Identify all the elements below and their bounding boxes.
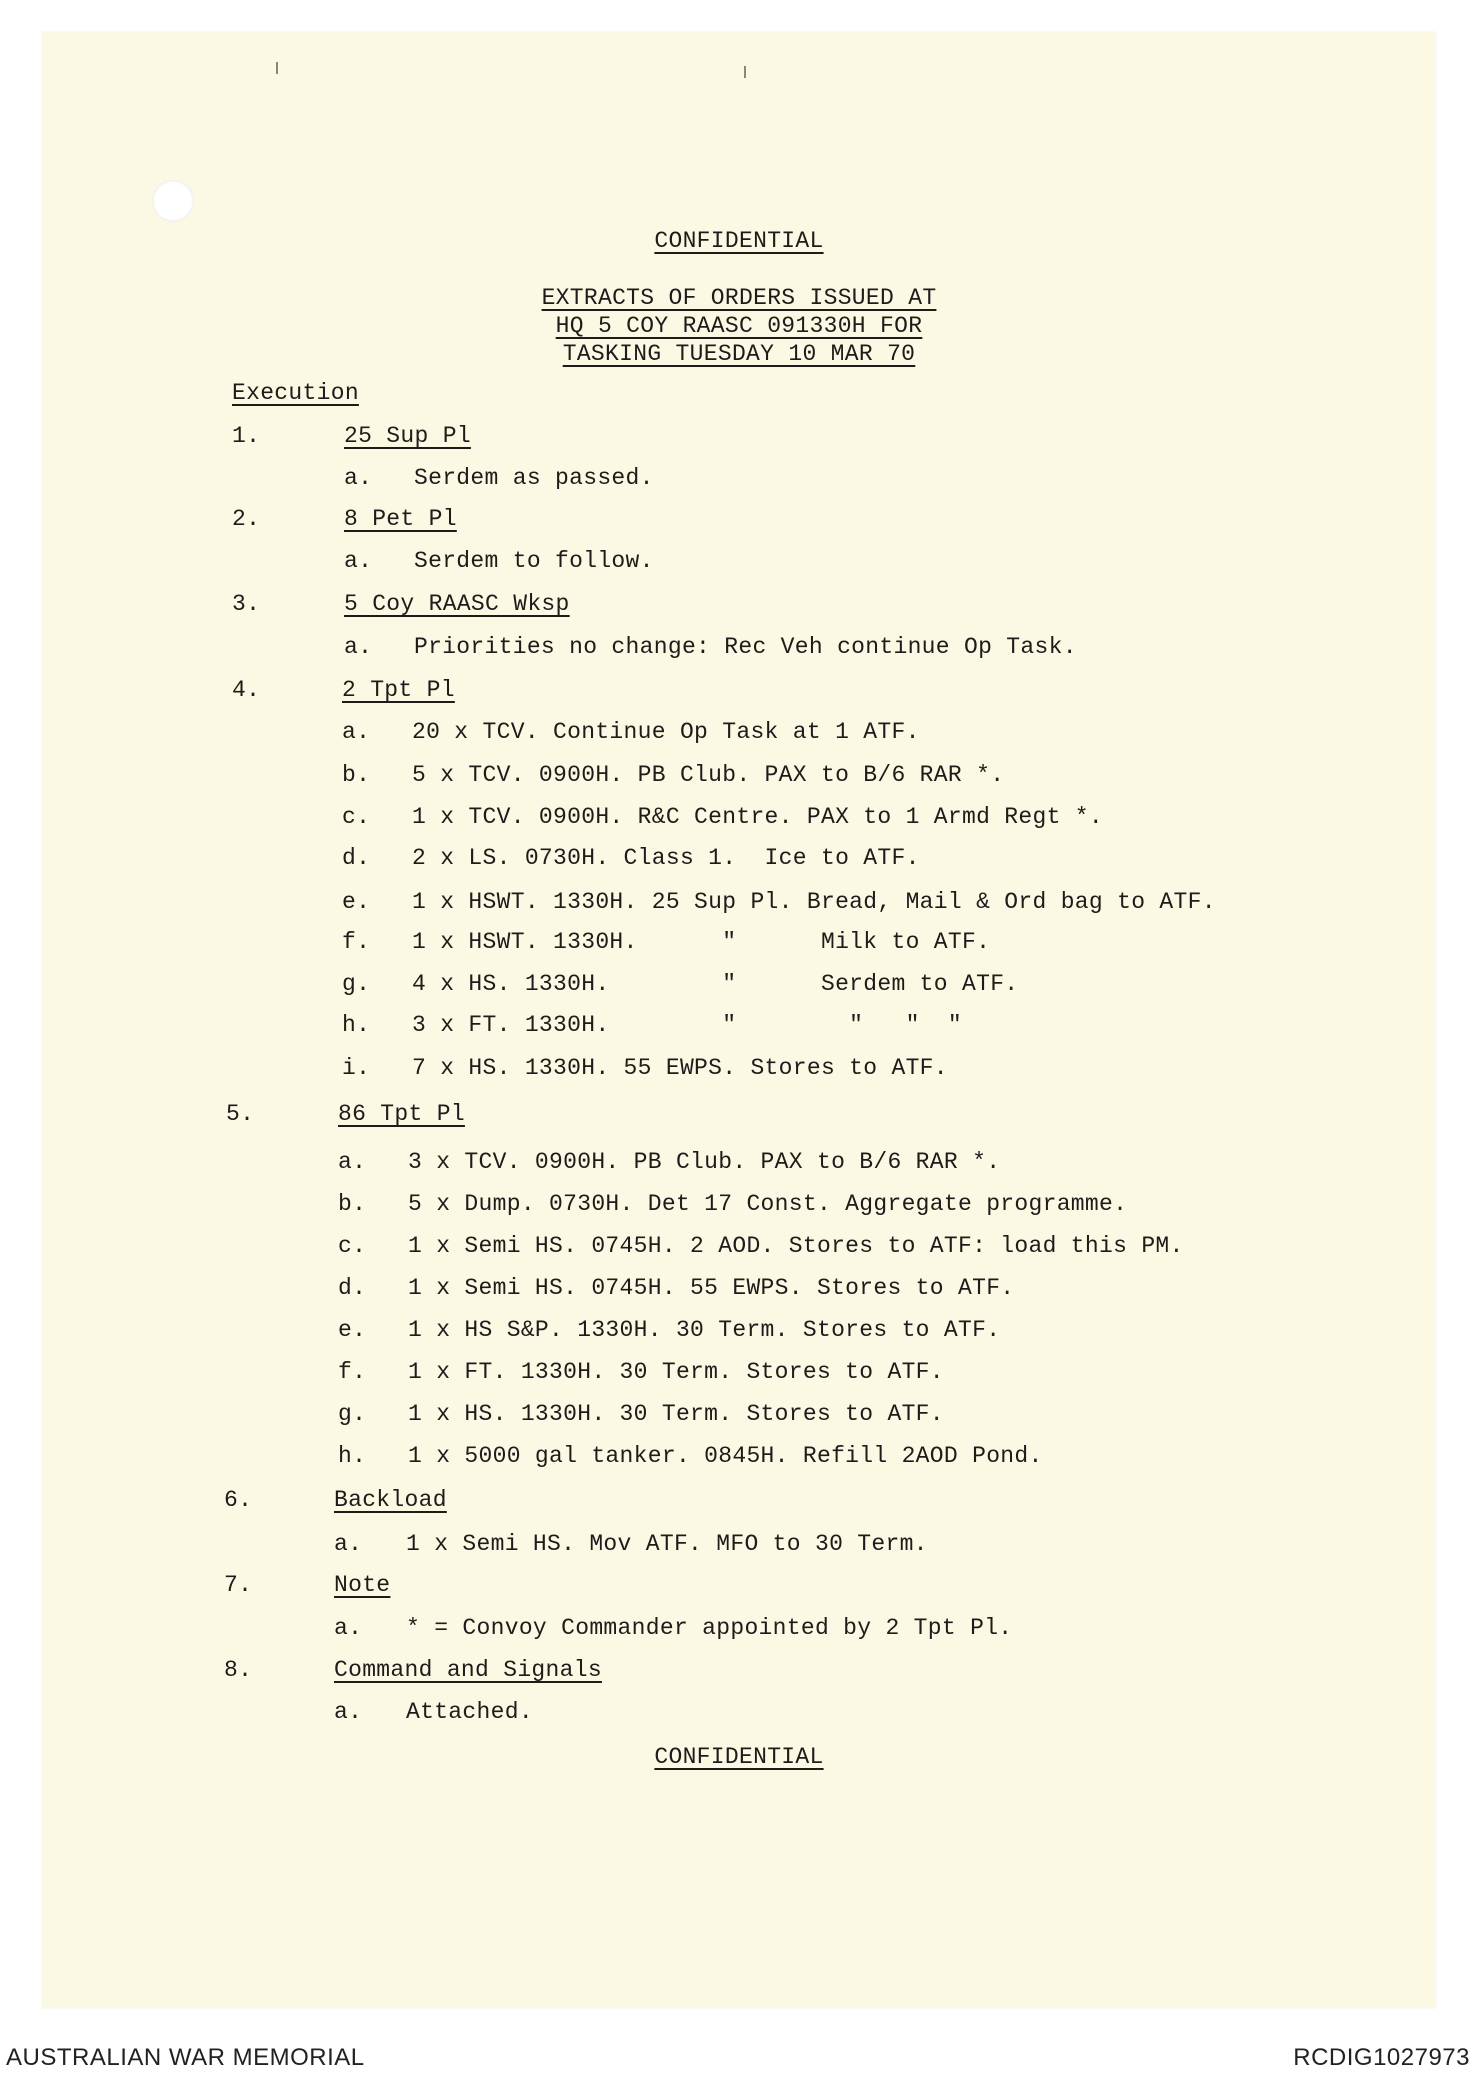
sub-item-letter: d.: [342, 845, 371, 871]
sub-item-text: 5 x Dump. 0730H. Det 17 Const. Aggregate programme.: [408, 1191, 1128, 1217]
sub-item-text: 1 x HS S&P. 1330H. 30 Term. Stores to ATF.: [408, 1317, 1001, 1343]
item-title: 2 Tpt Pl: [342, 677, 455, 703]
paper-mark: [276, 62, 278, 74]
sub-item-text: * = Convoy Commander appointed by 2 Tpt Pl.: [406, 1615, 1013, 1641]
sub-item-letter: f.: [342, 929, 371, 955]
sub-item-letter: b.: [338, 1191, 367, 1217]
sub-item-letter: g.: [338, 1401, 367, 1427]
sub-item-text: 5 x TCV. 0900H. PB Club. PAX to B/6 RAR *.: [412, 762, 1005, 788]
sub-item-text: Serdem as passed.: [414, 465, 654, 491]
sub-item-text: 4 x HS. 1330H. " Serdem to ATF.: [412, 971, 1019, 997]
paper-mark: [744, 66, 746, 78]
item-title: 5 Coy RAASC Wksp: [344, 591, 570, 617]
sub-item-text: 1 x Semi HS. 0745H. 2 AOD. Stores to ATF: load this PM.: [408, 1233, 1184, 1259]
sub-item-text: 1 x TCV. 0900H. R&C Centre. PAX to 1 Armd Regt *.: [412, 804, 1104, 830]
heading-line-1: EXTRACTS OF ORDERS ISSUED AT: [541, 285, 937, 311]
sub-item-text: 1 x HSWT. 1330H. " Milk to ATF.: [412, 929, 991, 955]
sub-item-text: 1 x HSWT. 1330H. 25 Sup Pl. Bread, Mail & Ord bag to ATF.: [412, 889, 1216, 915]
item-number: 1.: [232, 423, 261, 449]
sub-item-text: 1 x FT. 1330H. 30 Term. Stores to ATF.: [408, 1359, 944, 1385]
sub-item-letter: a.: [344, 634, 373, 660]
sub-item-letter: h.: [342, 1012, 371, 1038]
heading-line-2: HQ 5 COY RAASC 091330H FOR: [555, 313, 923, 339]
sub-item-text: 1 x 5000 gal tanker. 0845H. Refill 2AOD Pond.: [408, 1443, 1043, 1469]
sub-item-text: 20 x TCV. Continue Op Task at 1 ATF.: [412, 719, 920, 745]
item-number: 2.: [232, 506, 261, 532]
classification-bottom: CONFIDENTIAL: [654, 1744, 824, 1770]
sub-item-text: 3 x TCV. 0900H. PB Club. PAX to B/6 RAR *.: [408, 1149, 1001, 1175]
item-title: Note: [334, 1572, 391, 1598]
sub-item-letter: a.: [334, 1615, 363, 1641]
sub-item-letter: a.: [342, 719, 371, 745]
sub-item-text: 1 x Semi HS. Mov ATF. MFO to 30 Term.: [406, 1531, 928, 1557]
sub-item-letter: f.: [338, 1359, 367, 1385]
sub-item-letter: d.: [338, 1275, 367, 1301]
sub-item-text: Serdem to follow.: [414, 548, 654, 574]
sub-item-text: 3 x FT. 1330H. " " " ": [412, 1012, 962, 1038]
sub-item-letter: a.: [334, 1699, 363, 1725]
item-number: 6.: [224, 1487, 253, 1513]
sub-item-letter: e.: [338, 1317, 367, 1343]
sub-item-letter: i.: [342, 1055, 371, 1081]
sub-item-letter: g.: [342, 971, 371, 997]
item-title: 25 Sup Pl: [344, 423, 471, 449]
footer-right: RCDIG1027973: [1293, 2044, 1470, 2071]
sub-item-letter: a.: [334, 1531, 363, 1557]
punch-hole: [152, 180, 194, 222]
sub-item-letter: c.: [342, 804, 371, 830]
item-number: 3.: [232, 591, 261, 617]
sub-item-text: Attached.: [406, 1699, 533, 1725]
sub-item-text: 7 x HS. 1330H. 55 EWPS. Stores to ATF.: [412, 1055, 948, 1081]
item-number: 4.: [232, 677, 261, 703]
heading-line-3: TASKING TUESDAY 10 MAR 70: [562, 341, 916, 367]
sub-item-letter: a.: [338, 1149, 367, 1175]
sub-item-letter: a.: [344, 548, 373, 574]
sub-item-letter: h.: [338, 1443, 367, 1469]
sub-item-text: 1 x HS. 1330H. 30 Term. Stores to ATF.: [408, 1401, 944, 1427]
sub-item-letter: a.: [344, 465, 373, 491]
item-title: 8 Pet Pl: [344, 506, 457, 532]
item-number: 5.: [226, 1101, 255, 1127]
item-number: 7.: [224, 1572, 253, 1598]
classification-top: CONFIDENTIAL: [654, 228, 824, 254]
item-title: Command and Signals: [334, 1657, 602, 1683]
section-title: Execution: [232, 380, 359, 406]
sub-item-text: Priorities no change: Rec Veh continue Op Task.: [414, 634, 1077, 660]
sub-item-letter: b.: [342, 762, 371, 788]
sub-item-letter: e.: [342, 889, 371, 915]
item-title: 86 Tpt Pl: [338, 1101, 465, 1127]
sub-item-text: 1 x Semi HS. 0745H. 55 EWPS. Stores to ATF.: [408, 1275, 1015, 1301]
item-number: 8.: [224, 1657, 253, 1683]
item-title: Backload: [334, 1487, 447, 1513]
sub-item-text: 2 x LS. 0730H. Class 1. Ice to ATF.: [412, 845, 920, 871]
sub-item-letter: c.: [338, 1233, 367, 1259]
footer-left: AUSTRALIAN WAR MEMORIAL: [6, 2044, 365, 2071]
